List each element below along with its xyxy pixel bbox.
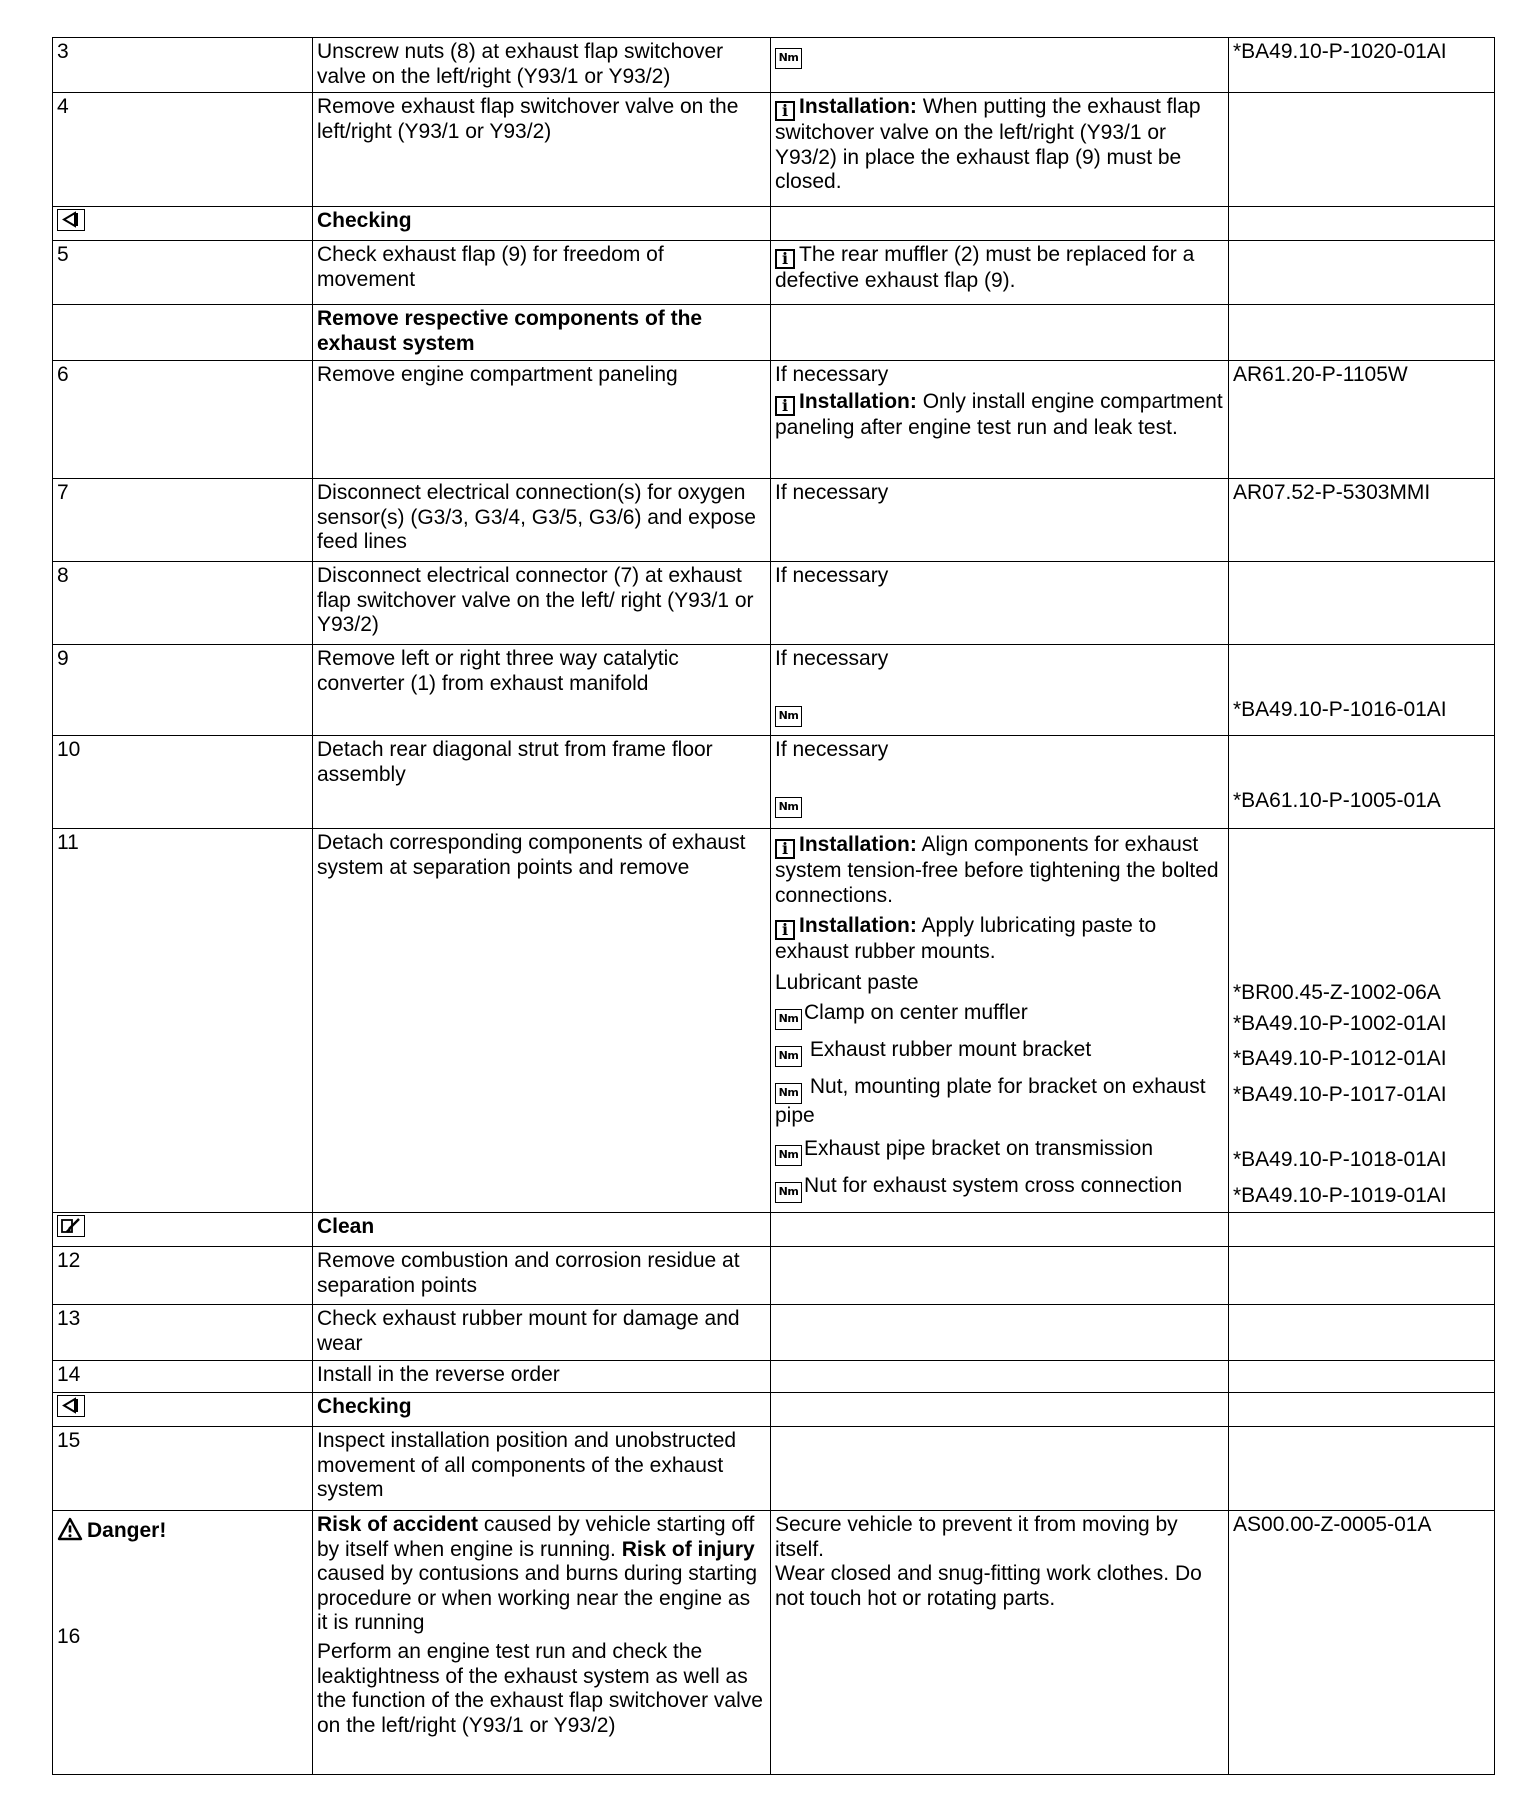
table-row (53, 38, 1495, 93)
step-action: Unscrew nuts (8) at exhaust flap switchover valve on the left/right (Y93/1 or Y93/2) (313, 38, 771, 93)
table-row (53, 361, 1495, 479)
step-number: 4 (53, 93, 313, 207)
clean-icon (57, 1215, 85, 1237)
checking-icon (57, 1395, 85, 1417)
step-reference: *BA49.10-P-1020-01AI (1229, 38, 1495, 93)
step-reference: AR61.20-P-1105W (1229, 361, 1495, 479)
torque-nm-icon: Nm (775, 1083, 802, 1104)
reference-code: *BA49.10-P-1012-01AI (1233, 1047, 1447, 1071)
step-action: Check exhaust rubber mount for damage and wear (313, 1305, 771, 1361)
torque-item: Clamp on center muffler (804, 1001, 1028, 1025)
danger-label: Danger! (87, 1519, 167, 1543)
table-row (53, 1305, 1495, 1361)
section-heading: Checking (313, 207, 771, 241)
installation-note: When putting the exhaust flap switchover valve on the left/right (Y93/1 or Y93/2) in place the exhaust flap (9) must be closed. (775, 95, 1201, 194)
risk-injury: Risk of injury (621, 1537, 755, 1561)
warning-triangle-icon (57, 1517, 83, 1541)
step-notes (771, 736, 1229, 829)
step-action: Remove engine compartment paneling (313, 361, 771, 479)
info-icon: i (775, 396, 795, 416)
step-number: 12 (53, 1247, 313, 1305)
table-row (53, 562, 1495, 645)
installation-note: Align components for exhaust system tension-free before tightening the bolted connections. (775, 833, 1219, 907)
torque-nm-icon: Nm (775, 1046, 802, 1067)
step-action: Remove left or right three way catalytic converter (1) from exhaust manifold (313, 645, 771, 736)
section-heading: Remove respective components of the exhaust system (313, 305, 771, 361)
torque-nm-icon: Nm (775, 1145, 802, 1166)
installation-label: Installation: (799, 833, 917, 857)
section-heading: Clean (313, 1213, 771, 1247)
table-row (53, 1247, 1495, 1305)
reference-code: *BA49.10-P-1002-01AI (1233, 1011, 1447, 1035)
torque-nm-icon: Nm (775, 706, 802, 727)
installation-note: Apply lubricating paste to exhaust rubber mounts. (775, 914, 1157, 964)
step-number: 10 (53, 736, 313, 829)
lubricant-label: Lubricant paste (775, 970, 919, 994)
torque-item: Nut for exhaust system cross connection (804, 1173, 1183, 1197)
reference-code: *BA49.10-P-1018-01AI (1233, 1148, 1447, 1172)
info-icon: i (775, 839, 795, 859)
info-note: The rear muffler (2) must be replaced for a defective exhaust flap (9). (775, 243, 1195, 293)
test-run-action: Perform an engine test run and check the leaktightness of the exhaust system as well as the function of the exhaust flap switchover valve on the left/right (Y93/1 or Y93/2) (317, 1639, 763, 1737)
table-row (53, 241, 1495, 305)
step-notes (771, 241, 1229, 305)
checking-icon (57, 209, 85, 231)
table-row (53, 829, 1495, 1213)
table-row (53, 1427, 1495, 1511)
table-row (53, 1393, 1495, 1427)
step-number: 11 (53, 829, 313, 1213)
step-number: 16 (57, 1624, 81, 1648)
step-notes: If necessary (771, 479, 1229, 562)
section-heading: Checking (313, 1393, 771, 1427)
info-icon: i (775, 920, 795, 940)
torque-nm-icon: Nm (775, 48, 802, 69)
step-notes (771, 38, 1229, 93)
step-action: Check exhaust flap (9) for freedom of movement (313, 241, 771, 305)
torque-item: Exhaust pipe bracket on transmission (804, 1136, 1154, 1160)
reference-code: *BA49.10-P-1016-01AI (1233, 698, 1447, 722)
step-action: Inspect installation position and unobstructed movement of all components of the exhaust system (313, 1427, 771, 1511)
step-notes (771, 93, 1229, 207)
table-row (53, 1361, 1495, 1393)
risk-accident: Risk of accident (317, 1513, 479, 1537)
section-icon-cell (53, 207, 313, 241)
info-icon: i (775, 249, 795, 269)
torque-item: Exhaust rubber mount bracket (809, 1038, 1092, 1062)
step-reference: AS00.00-Z-0005-01A (1229, 1511, 1495, 1775)
table-row (53, 736, 1495, 829)
step-reference (1229, 736, 1495, 829)
reference-code: *BA61.10-P-1005-01A (1233, 789, 1441, 813)
installation-label: Installation: (799, 95, 917, 119)
step-number: 14 (53, 1361, 313, 1393)
step-action: Remove exhaust flap switchover valve on the left/right (Y93/1 or Y93/2) (313, 93, 771, 207)
step-reference: AR07.52-P-5303MMI (1229, 479, 1495, 562)
reference-code: *BA49.10-P-1019-01AI (1233, 1183, 1447, 1207)
step-number: 9 (53, 645, 313, 736)
step-number: 8 (53, 562, 313, 645)
step-reference (1229, 93, 1495, 207)
if-necessary: If necessary (775, 363, 889, 387)
installation-label: Installation: (799, 389, 917, 413)
step-action (313, 1511, 771, 1775)
step-action: Disconnect electrical connector (7) at exhaust flap switchover valve on the left/ right (Y93/1 or Y93/2) (313, 562, 771, 645)
step-notes: If necessary (771, 562, 1229, 645)
torque-nm-icon: Nm (775, 1009, 802, 1030)
table-row (53, 645, 1495, 736)
installation-label: Installation: (799, 914, 917, 938)
step-action: Detach rear diagonal strut from frame floor assembly (313, 736, 771, 829)
danger-text: Risk of accident caused by vehicle starting off by itself when engine is running. Risk of injury caused by contusions and burns during starting procedure or when working near the engine as it is running (317, 1513, 758, 1635)
reference-code: *BR00.45-Z-1002-06A (1233, 981, 1441, 1005)
step-number: 13 (53, 1305, 313, 1361)
step-notes (771, 361, 1229, 479)
step-number: 6 (53, 361, 313, 479)
torque-nm-icon: Nm (775, 1182, 802, 1203)
if-necessary: If necessary (775, 647, 889, 671)
step-reference (1229, 829, 1495, 1213)
section-icon-cell (53, 1393, 313, 1427)
step-reference (1229, 645, 1495, 736)
table-row (53, 305, 1495, 361)
table-row (53, 479, 1495, 562)
step-number: 15 (53, 1427, 313, 1511)
installation-note: Only install engine compartment paneling after engine test run and leak test. (775, 389, 1223, 439)
step-action: Detach corresponding components of exhaust system at separation points and remove (313, 829, 771, 1213)
step-number: 7 (53, 479, 313, 562)
step-number: 3 (53, 38, 313, 93)
torque-nm-icon: Nm (775, 797, 802, 818)
danger-cell (53, 1511, 313, 1775)
table-row (53, 93, 1495, 207)
danger-measures: Secure vehicle to prevent it from moving by itself. Wear closed and snug-fitting work clothes. Do not touch hot or rotating parts. (771, 1511, 1229, 1775)
step-action: Disconnect electrical connection(s) for oxygen sensor(s) (G3/3, G3/4, G3/5, G3/6) and expose feed lines (313, 479, 771, 562)
step-notes (771, 645, 1229, 736)
if-necessary: If necessary (775, 738, 889, 762)
procedure-table (52, 37, 1495, 1775)
torque-item: Nut, mounting plate for bracket on exhaust pipe (775, 1075, 1206, 1128)
step-notes (771, 829, 1229, 1213)
table-row (53, 1213, 1495, 1247)
reference-code: *BA49.10-P-1017-01AI (1233, 1082, 1447, 1106)
table-row (53, 1511, 1495, 1775)
info-icon: i (775, 101, 795, 121)
table-row (53, 207, 1495, 241)
step-number: 5 (53, 241, 313, 305)
section-icon-cell (53, 1213, 313, 1247)
step-action: Install in the reverse order (313, 1361, 771, 1393)
step-action: Remove combustion and corrosion residue at separation points (313, 1247, 771, 1305)
